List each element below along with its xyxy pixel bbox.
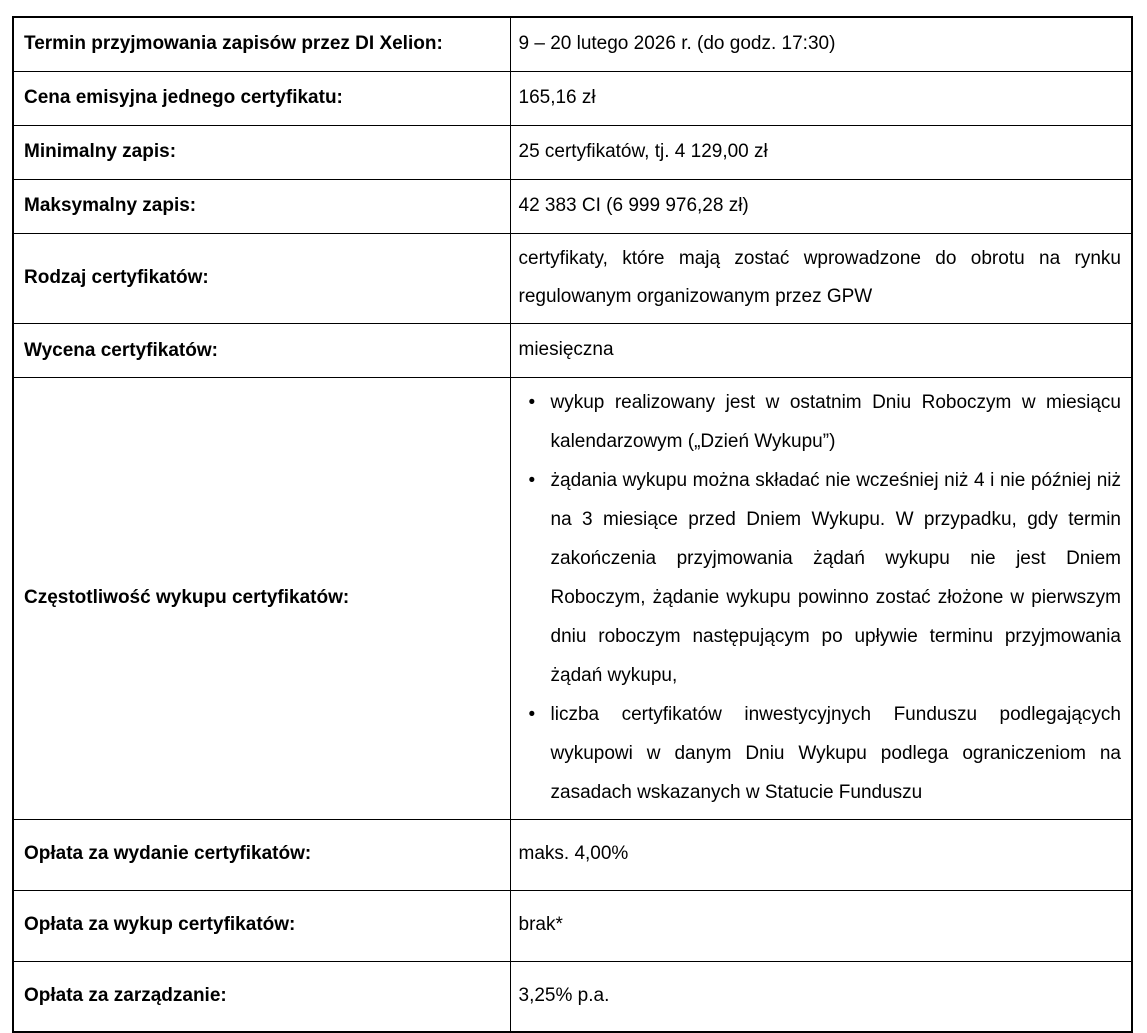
row-value: 9 – 20 lutego 2026 r. (do godz. 17:30) bbox=[510, 17, 1132, 71]
table-row-valuation bbox=[13, 324, 1132, 378]
row-value: miesięczna bbox=[510, 324, 1132, 378]
row-value: maks. 4,00% bbox=[510, 819, 1132, 890]
table-row-subscription-period bbox=[13, 17, 1132, 71]
row-value: 42 383 CI (6 999 976,28 zł) bbox=[510, 179, 1132, 233]
row-label: Opłata za wykup certyfikatów: bbox=[13, 890, 510, 961]
redemption-rules-list bbox=[519, 384, 1122, 812]
row-value bbox=[510, 378, 1132, 819]
table-row-issue-fee bbox=[13, 819, 1132, 890]
offer-details-table bbox=[12, 16, 1133, 1033]
row-label: Opłata za wydanie certyfikatów: bbox=[13, 819, 510, 890]
table-row-redemption-fee bbox=[13, 890, 1132, 961]
row-label: Wycena certyfikatów: bbox=[13, 324, 510, 378]
table-row-maximum-subscription bbox=[13, 179, 1132, 233]
list-item: • liczba certyfikatów inwestycyjnych Funduszu podlegających wykupowi w danym Dniu Wykupu podlega ograniczeniom na zasadach wskazanych w Statucie Funduszu bbox=[523, 696, 1122, 813]
table-row-redemption-frequency bbox=[13, 378, 1132, 819]
row-label: Rodzaj certyfikatów: bbox=[13, 233, 510, 324]
table-row-minimum-subscription bbox=[13, 125, 1132, 179]
table-row-issue-price bbox=[13, 71, 1132, 125]
row-label: Termin przyjmowania zapisów przez DI Xelion: bbox=[13, 17, 510, 71]
row-label: Opłata za zarządzanie: bbox=[13, 961, 510, 1032]
row-label: Minimalny zapis: bbox=[13, 125, 510, 179]
row-label: Częstotliwość wykupu certyfikatów: bbox=[13, 378, 510, 819]
row-label: Cena emisyjna jednego certyfikatu: bbox=[13, 71, 510, 125]
table-row-certificate-type bbox=[13, 233, 1132, 324]
list-item: • wykup realizowany jest w ostatnim Dniu Roboczym w miesiącu kalendarzowym („Dzień Wykupu”) bbox=[523, 384, 1122, 462]
row-value: brak* bbox=[510, 890, 1132, 961]
row-label: Maksymalny zapis: bbox=[13, 179, 510, 233]
row-value: 165,16 zł bbox=[510, 71, 1132, 125]
row-value: certyfikaty, które mają zostać wprowadzone do obrotu na rynku regulowanym organizowanym przez GPW bbox=[510, 233, 1132, 324]
list-item: • żądania wykupu można składać nie wcześniej niż 4 i nie później niż na 3 miesiące przed Dniem Wykupu. W przypadku, gdy termin zakończenia przyjmowania żądań wykupu nie jest Dniem Roboczym, żądanie wykupu powinno zostać złożone w pierwszym dniu roboczym następującym po upływie terminu przyjmowania żądań wykupu, bbox=[523, 462, 1122, 696]
row-value: 25 certyfikatów, tj. 4 129,00 zł bbox=[510, 125, 1132, 179]
row-value: 3,25% p.a. bbox=[510, 961, 1132, 1032]
